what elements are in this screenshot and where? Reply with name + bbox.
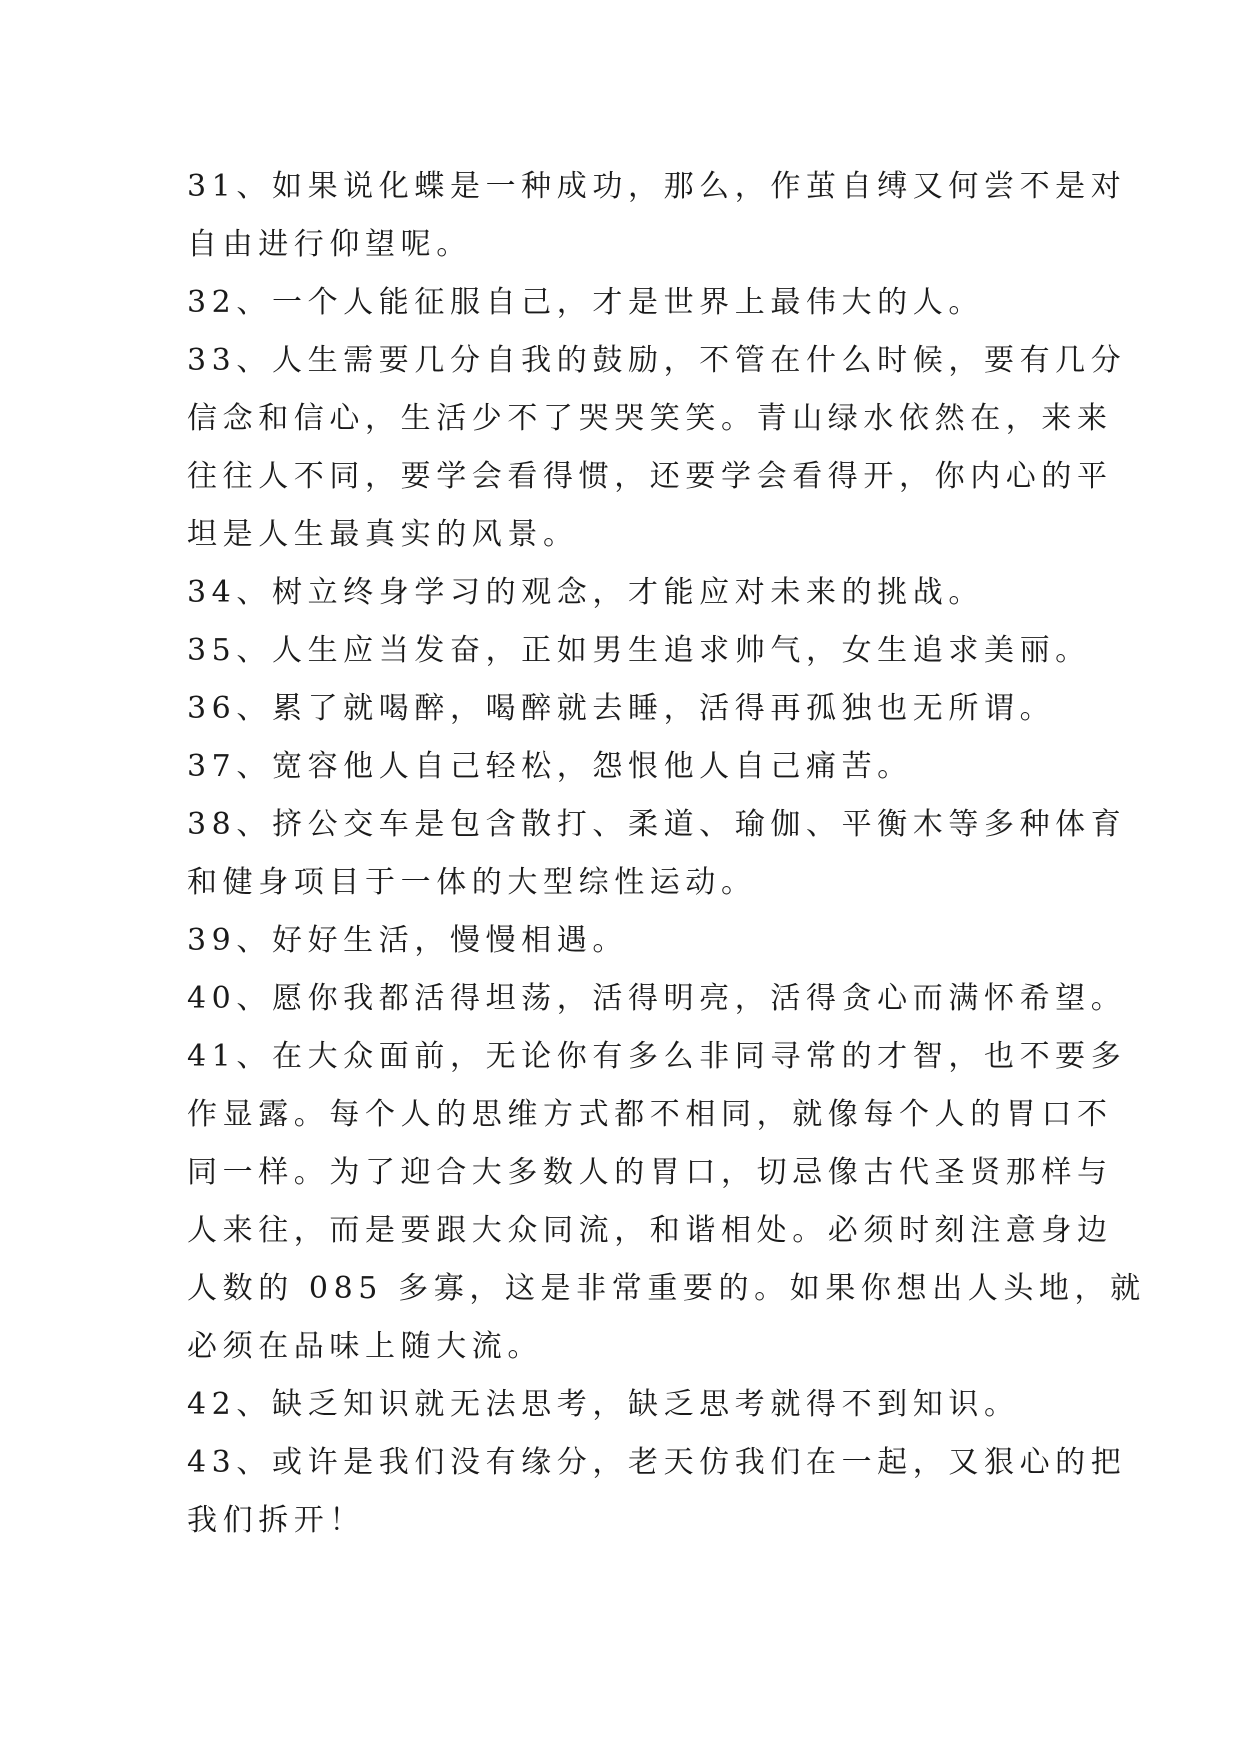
text-line: 和健身项目于一体的大型综性运动。 [187,865,757,900]
text-line: 我们拆开！ [187,1503,365,1538]
text-line: 人来往，而是要跟大众同流，和谐相处。必须时刻注意身边 [187,1213,1113,1248]
text-line: 33、人生需要几分自我的鼓励，不管在什么时候，要有几分 [187,343,1127,378]
text-line: 41、在大众面前，无论你有多么非同寻常的才智，也不要多 [187,1039,1127,1074]
text-line: 往往人不同，要学会看得惯，还要学会看得开，你内心的平 [187,459,1113,494]
text-line: 42、缺乏知识就无法思考，缺乏思考就得不到知识。 [187,1387,1020,1422]
text-line: 36、累了就喝醉，喝醉就去睡，活得再孤独也无所谓。 [187,691,1056,726]
text-line: 39、好好生活，慢慢相遇。 [187,923,628,958]
text-line: 信念和信心，生活少不了哭哭笑笑。青山绿水依然在，来来 [187,401,1113,436]
text-line: 作显露。每个人的思维方式都不相同，就像每个人的胃口不 [187,1097,1113,1132]
text-line: 43、或许是我们没有缘分，老天仿我们在一起，又狠心的把 [187,1445,1127,1480]
text-line: 32、一个人能征服自己，才是世界上最伟大的人。 [187,285,984,320]
text-line: 35、人生应当发奋，正如男生追求帅气，女生追求美丽。 [187,633,1091,668]
text-line: 37、宽容他人自己轻松，怨恨他人自己痛苦。 [187,749,913,784]
text-line: 38、挤公交车是包含散打、柔道、瑜伽、平衡木等多种体育 [187,807,1127,842]
text-line: 人数的 085 多寡，这是非常重要的。如果你想出人头地，就 [187,1271,1146,1306]
text-line: 40、愿你我都活得坦荡，活得明亮，活得贪心而满怀希望。 [187,981,1127,1016]
text-line: 34、树立终身学习的观念，才能应对未来的挑战。 [187,575,984,610]
text-line: 坦是人生最真实的风景。 [187,517,579,552]
text-line: 必须在品味上随大流。 [187,1329,543,1364]
text-line: 自由进行仰望呢。 [187,227,472,262]
text-line: 同一样。为了迎合大多数人的胃口，切忌像古代圣贤那样与 [187,1155,1113,1190]
document-body [187,158,1146,1550]
text-line: 31、如果说化蝶是一种成功，那么，作茧自缚又何尝不是对 [187,169,1127,204]
